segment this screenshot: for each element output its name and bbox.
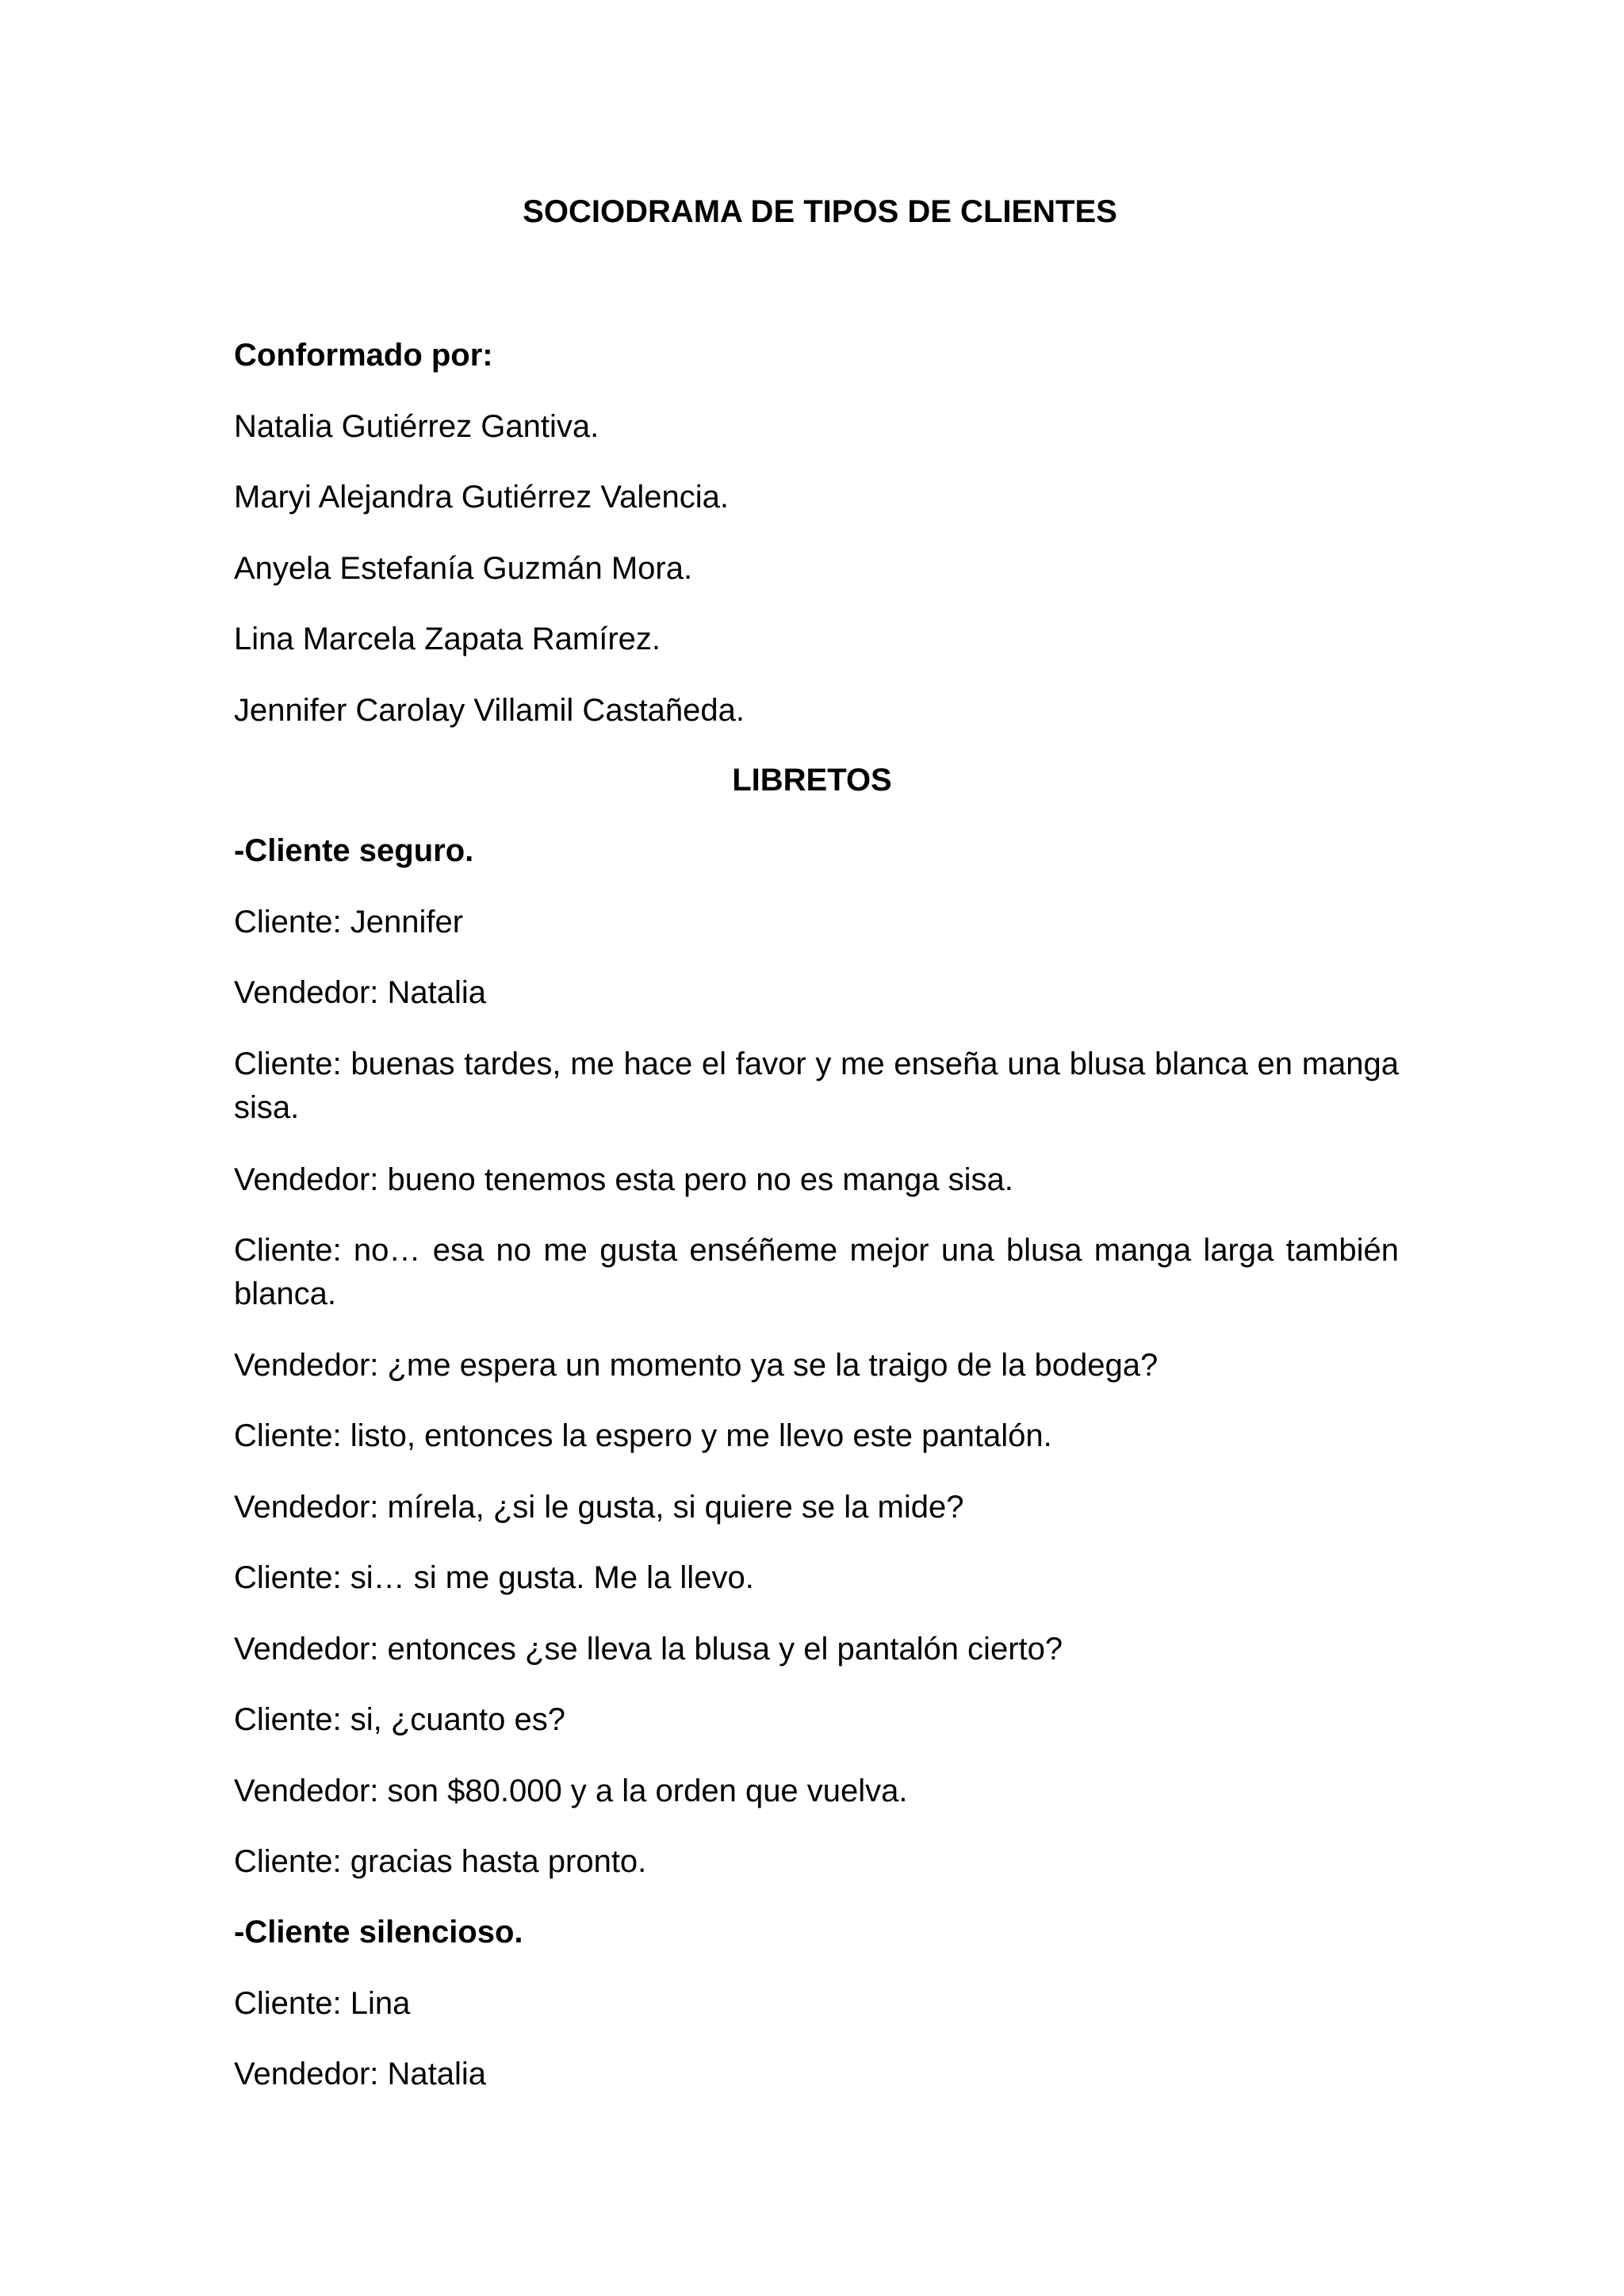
dialogue-line-1: Cliente: buenas tardes, me hace el favor y me enseña una blusa blanca en manga sisa.	[234, 1047, 1399, 1125]
dialogue-line-11: Cliente: gracias hasta pronto.	[234, 1844, 647, 1879]
section-heading: LIBRETOS	[732, 763, 892, 798]
dialogue-line-9: Cliente: si, ¿cuanto es?	[234, 1702, 565, 1737]
dialogue-line-5: Cliente: listo, entonces la espero y me llevo este pantalón.	[234, 1418, 1052, 1453]
dialogue-line-10: Vendedor: son $80.000 y a la orden que vuelva.	[234, 1774, 908, 1808]
document-title: SOCIODRAMA DE TIPOS DE CLIENTES	[523, 194, 1117, 229]
author-5: Jennifer Carolay Villamil Castañeda.	[234, 693, 745, 728]
dialogue-line-2: Vendedor: bueno tenemos esta pero no es manga sisa.	[234, 1162, 1013, 1197]
scene1-heading: -Cliente seguro.	[234, 833, 474, 868]
authors-heading: Conformado por:	[234, 338, 493, 373]
dialogue-line-6: Vendedor: mírela, ¿si le gusta, si quiere se la mide?	[234, 1490, 964, 1525]
author-3: Anyela Estefanía Guzmán Mora.	[234, 551, 693, 586]
scene1-seller: Vendedor: Natalia	[234, 975, 487, 1010]
author-2: Maryi Alejandra Gutiérrez Valencia.	[234, 480, 729, 515]
scene2-client: Cliente: Lina	[234, 1986, 411, 2021]
dialogue-line-8: Vendedor: entonces ¿se lleva la blusa y el pantalón cierto?	[234, 1632, 1063, 1667]
author-4: Lina Marcela Zapata Ramírez.	[234, 622, 661, 656]
scene1-client: Cliente: Jennifer	[234, 905, 464, 939]
dialogue-line-3: Cliente: no… esa no me gusta enséñeme mejor una blusa manga larga también blanca.	[234, 1233, 1399, 1311]
scene2-seller: Vendedor: Natalia	[234, 2057, 487, 2091]
scene2-heading: -Cliente silencioso.	[234, 1915, 523, 1950]
dialogue-line-7: Cliente: si… si me gusta. Me la llevo.	[234, 1560, 754, 1595]
author-1: Natalia Gutiérrez Gantiva.	[234, 409, 599, 444]
dialogue-line-4: Vendedor: ¿me espera un momento ya se la traigo de la bodega?	[234, 1348, 1159, 1383]
